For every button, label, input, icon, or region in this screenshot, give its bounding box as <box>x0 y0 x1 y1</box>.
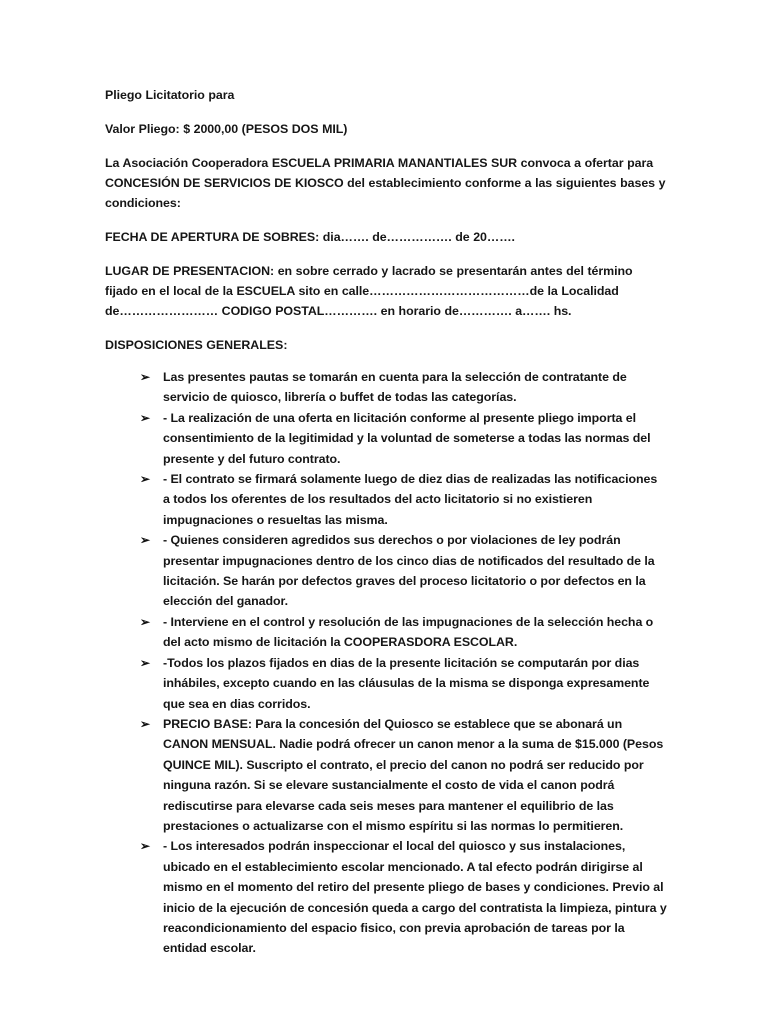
arrowhead-bullet-icon: ➢ <box>140 472 151 487</box>
arrowhead-bullet-icon: ➢ <box>140 533 151 548</box>
list-item <box>105 367 667 408</box>
clause-text: - Los interesados podrán inspeccionar el local del quiosco y sus instalaciones, ubicado en el establecimiento escolar mencionado. A tal efecto podrán dirigirse al mismo en el momento del retiro del presente pliego de bases y condiciones. Previo al inicio de la ejecución de concesión queda a cargo del contratista la limpieza, pintura y reacondicionamiento del espacio fisico, con previa aprobación de tareas por la entidad escolar. <box>163 839 667 956</box>
clause-text: - Quienes consideren agredidos sus derechos o por violaciones de ley podrán presentar impugnaciones dentro de los cinco dias de notificados del resultado de la licitación. Se harán por defectos graves del proceso licitatorio o por defectos en la elección del ganador. <box>163 533 655 609</box>
list-item-precio-base <box>105 714 667 836</box>
clause-text: -Todos los plazos fijados en dias de la presente licitación se computarán por dias inhábiles, excepto cuando en las cláusulas de la misma se disponga expresamente que sea en dias corridos. <box>163 655 650 711</box>
clauses-list <box>105 367 667 959</box>
intro-paragraph: La Asociación Cooperadora ESCUELA PRIMARIA MANANTIALES SUR convoca a ofertar para CONCESIÓN DE SERVICIOS DE KIOSCO del establecimiento conforme a las siguientes bases y condiciones: <box>105 156 666 210</box>
clause-text: PRECIO BASE: Para la concesión del Quiosco se establece que se abonará un CANON MENSUAL. Nadie podrá ofrecer un canon menor a la suma de $15.000 (Pesos QUINCE MIL). Suscripto el contrato, el precio del canon no podrá ser reducido por ninguna razón. Si se elevare sustancialmente el costo de vida el canon podrá rediscutirse para elevarse cada seis meses para mantener el equilibrio de las prestaciones o actualizarse con el mismo espíritu si las normas lo permitieren. <box>163 716 664 833</box>
list-item <box>105 408 667 469</box>
arrowhead-bullet-icon: ➢ <box>140 716 151 731</box>
lugar-de-presentacion-paragraph: LUGAR DE PRESENTACION: en sobre cerrado y lacrado se presentarán antes del término fijado en el local de la ESCUELA sito en calle…………………………………de la Localidad de…………………… CODIGO POSTAL…………. en horario de…………. a……. hs. <box>105 264 633 318</box>
clause-text: Las presentes pautas se tomarán en cuenta para la selección de contratante de servicio de quiosco, librería o buffet de todas las categorías. <box>163 370 627 405</box>
disposiciones-generales-heading: DISPOSICIONES GENERALES: <box>105 338 288 352</box>
arrowhead-bullet-icon: ➢ <box>140 410 151 425</box>
list-item <box>105 836 667 958</box>
clause-text: - El contrato se firmará solamente luego de diez dias de realizadas las notificaciones a todos los oferentes de los resultados del acto licitatorio si no existieren impugnaciones o resueltas las misma. <box>163 472 658 527</box>
pliego-value-line: Valor Pliego: $ 2000,00 (PESOS DOS MIL) <box>105 122 348 136</box>
arrowhead-bullet-icon: ➢ <box>140 655 151 670</box>
document-body <box>105 85 667 959</box>
arrowhead-bullet-icon: ➢ <box>140 839 151 854</box>
apertura-de-sobres-line: FECHA DE APERTURA DE SOBRES: dia……. de……………. de 20……. <box>105 230 515 244</box>
clause-text: - La realización de una oferta en licitación conforme al presente pliego importa el consentimiento de la legitimidad y la voluntad de someterse a todas las normas del presente y del futuro contrato. <box>163 410 651 466</box>
document-title: Pliego Licitatorio para <box>105 88 235 102</box>
arrowhead-bullet-icon: ➢ <box>140 614 151 629</box>
list-item <box>105 612 667 653</box>
list-item <box>105 469 667 530</box>
list-item <box>105 530 667 612</box>
list-item <box>105 653 667 714</box>
arrowhead-bullet-icon: ➢ <box>140 370 151 384</box>
clause-text: - Interviene en el control y resolución de las impugnaciones de la selección hecha o del acto mismo de licitación la COOPERASDORA ESCOLAR. <box>163 614 654 650</box>
